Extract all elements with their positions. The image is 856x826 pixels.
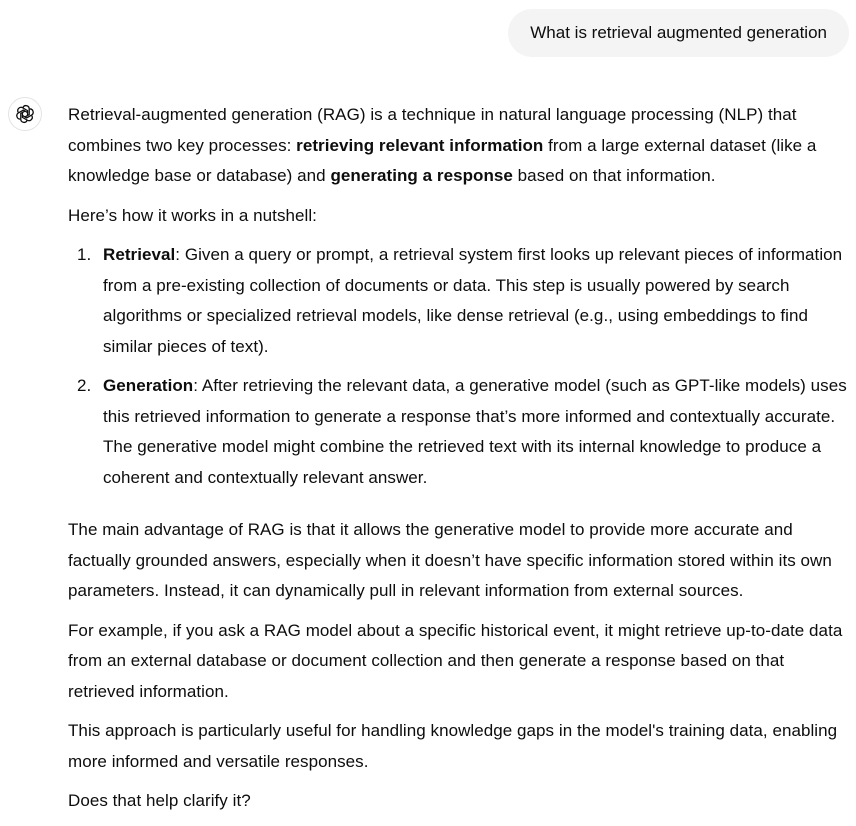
- list-item-text: : After retrieving the relevant data, a generative model (such as GPT-like models) uses this retrieved information to generate a response that’s more informed and contextually accurate. The generative model might combine the retrieved text with its internal knowledge to produce a coherent and contextually relevant answer.: [103, 376, 847, 487]
- assistant-message: [68, 100, 848, 826]
- user-message-bubble: What is retrieval augmented generation: [508, 9, 849, 57]
- intro-bold-1: retrieving relevant information: [296, 135, 544, 155]
- approach-paragraph: This approach is particularly useful for handling knowledge gaps in the model's training data, enabling more informed and versatile responses.: [68, 721, 838, 771]
- list-item-number: 2.: [77, 376, 92, 395]
- assistant-avatar: [8, 97, 42, 131]
- closing-question: Does that help clarify it?: [68, 791, 251, 810]
- list-item-number: 1.: [77, 245, 92, 264]
- intro-text-2: from a large external dataset (like a knowledge base or database) and: [68, 135, 817, 185]
- advantage-paragraph: The main advantage of RAG is that it allows the generative model to provide more accurate and factually grounded answers, especially when it doesn’t have specific information stored within its own parameters. Instead, it can dynamically pull in relevant information from external sources.: [68, 520, 832, 600]
- list-item-text: : Given a query or prompt, a retrieval system first looks up relevant pieces of information from a pre-existing collection of documents or data. This step is usually powered by search algorithms or specialized retrieval models, like dense retrieval (e.g., using embeddings to find similar pieces of text).: [103, 245, 843, 356]
- list-item-title: Generation: [103, 376, 194, 395]
- list-item: [68, 371, 848, 493]
- intro-text-1: Retrieval-augmented generation (RAG) is a technique in natural language processing (NLP) that combines two key processes:: [68, 105, 797, 155]
- openai-logo-icon: [14, 103, 36, 125]
- intro-text-3: based on that information.: [512, 166, 716, 185]
- how-it-works-paragraph: Here’s how it works in a nutshell:: [68, 205, 317, 225]
- list-item: [68, 240, 848, 362]
- steps-list: [68, 240, 848, 493]
- intro-paragraph: [68, 100, 848, 192]
- user-message-row: [508, 9, 849, 57]
- example-paragraph: For example, if you ask a RAG model about a specific historical event, it might retrieve up-to-date data from an external database or document collection and then generate a response based on that retrieved information.: [68, 620, 843, 701]
- list-item-title: Retrieval: [103, 245, 176, 264]
- intro-bold-2: generating a response: [330, 166, 513, 185]
